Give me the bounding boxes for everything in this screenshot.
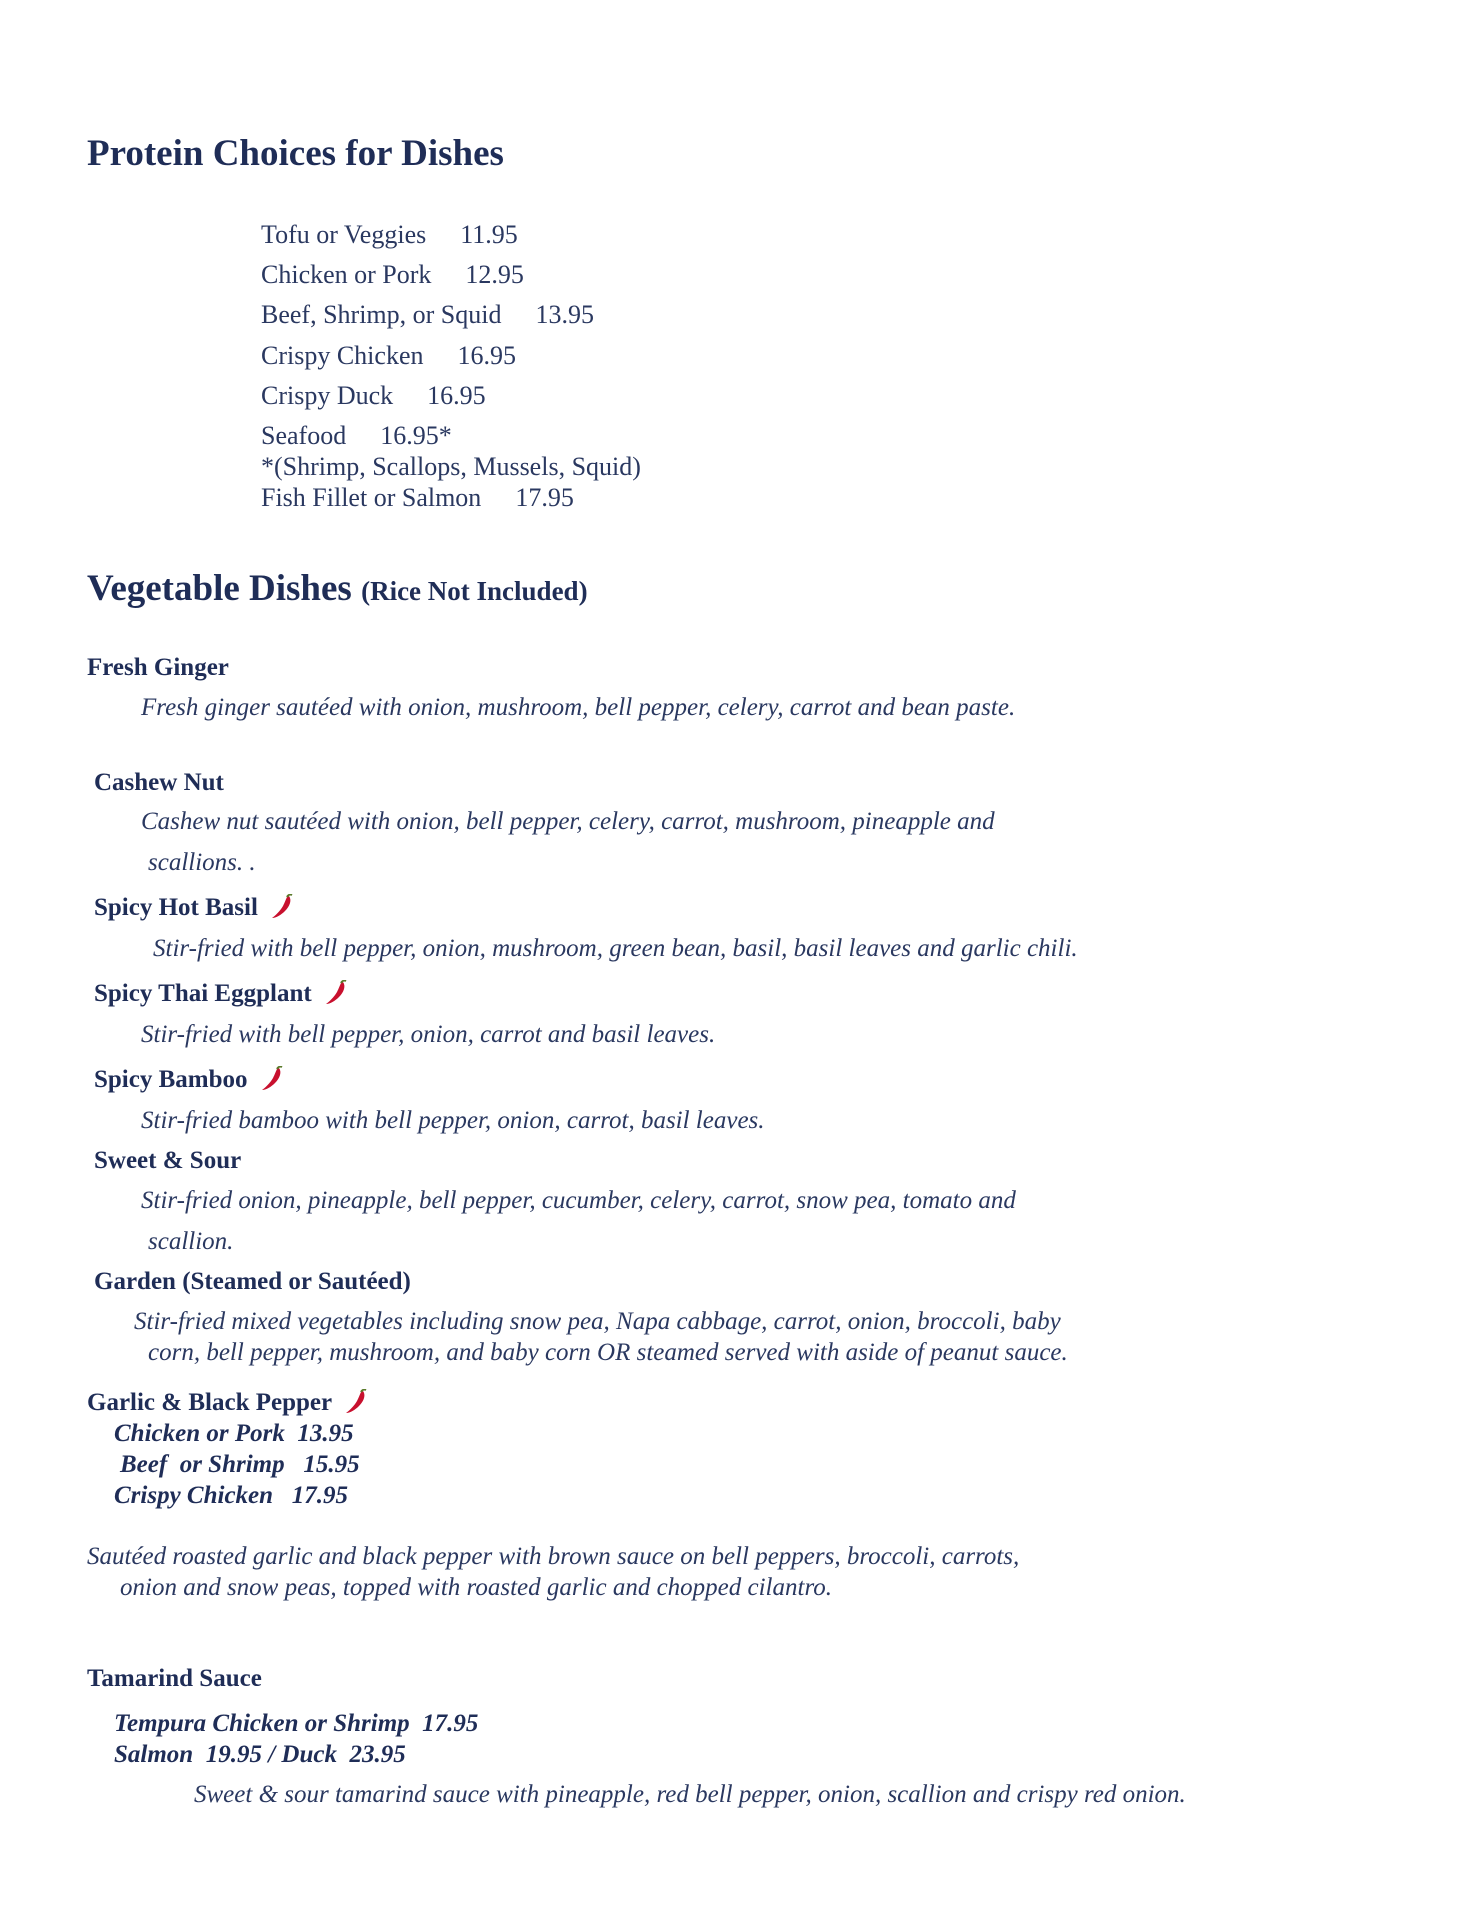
dish-description: Stir-fried mixed vegetables including snow pea, Napa cabbage, carrot, onion, broccoli, baby [134, 1308, 1061, 1335]
dish-description: onion and snow peas, topped with roasted garlic and chopped cilantro. [120, 1574, 832, 1601]
dish-title-row [87, 1389, 368, 1417]
protein-item [261, 300, 594, 330]
dish-title-row [94, 1066, 284, 1094]
chili-pepper-icon [260, 1066, 284, 1092]
protein-item [261, 220, 518, 250]
price-line: Salmon 19.95 / Duck 23.95 [114, 1741, 406, 1768]
dish-name: Spicy Bamboo [94, 1066, 248, 1093]
dish-name: Garden (Steamed or Sautéed) [94, 1268, 411, 1295]
protein-item [261, 341, 516, 371]
dish-description: Cashew nut sautéed with onion, bell pepper, celery, carrot, mushroom, pineapple and [141, 808, 995, 835]
seafood-note: *(Shrimp, Scallops, Mussels, Squid) [261, 452, 641, 481]
dish-title-row [94, 980, 348, 1008]
vegetable-section-title [87, 567, 588, 610]
dish-description: corn, bell pepper, mushroom, and baby corn OR steamed served with aside of peanut sauce. [148, 1339, 1068, 1366]
protein-name: Beef, Shrimp, or Squid [261, 300, 502, 329]
protein-item [261, 260, 524, 290]
protein-item [261, 381, 486, 411]
protein-name: Chicken or Pork [261, 260, 432, 289]
protein-price: 16.95* [380, 421, 452, 450]
vegetable-title: Vegetable Dishes [87, 568, 352, 609]
dish-description: Stir-fried with bell pepper, onion, carrot and basil leaves. [141, 1021, 716, 1048]
dish-description: Sautéed roasted garlic and black pepper with brown sauce on bell peppers, broccoli, carrots, [87, 1543, 1020, 1570]
protein-name: Crispy Duck [261, 381, 394, 410]
protein-price: 17.95 [515, 483, 574, 512]
protein-price: 16.95 [457, 341, 516, 370]
protein-price: 13.95 [535, 300, 594, 329]
protein-name: Fish Fillet or Salmon [261, 483, 482, 512]
dish-name: Spicy Hot Basil [94, 894, 258, 921]
dish-description: Stir-fried bamboo with bell pepper, onion, carrot, basil leaves. [141, 1107, 765, 1134]
price-line: Chicken or Pork 13.95 [114, 1420, 354, 1447]
protein-section-title: Protein Choices for Dishes [87, 133, 504, 174]
dish-name: Tamarind Sauce [87, 1665, 262, 1692]
dish-name: Garlic & Black Pepper [87, 1389, 333, 1416]
protein-price: 16.95 [427, 381, 486, 410]
protein-item [261, 421, 452, 451]
chili-pepper-icon [270, 894, 294, 920]
protein-price: 11.95 [460, 220, 518, 249]
vegetable-subtitle: (Rice Not Included) [361, 576, 588, 606]
protein-item [261, 483, 574, 513]
dish-description: Stir-fried with bell pepper, onion, mushroom, green bean, basil, basil leaves and garlic chili. [153, 935, 1078, 962]
dish-name: Fresh Ginger [87, 654, 229, 681]
dish-title-row [94, 894, 294, 922]
dish-description: Stir-fried onion, pineapple, bell pepper, cucumber, celery, carrot, snow pea, tomato and [141, 1187, 1016, 1214]
chili-pepper-icon [344, 1389, 368, 1415]
protein-name: Tofu or Veggies [261, 220, 427, 249]
dish-name: Cashew Nut [94, 769, 224, 796]
dish-description: Fresh ginger sautéed with onion, mushroom, bell pepper, celery, carrot and bean paste. [141, 694, 1016, 721]
dish-description: scallion. [148, 1228, 234, 1255]
price-line: Tempura Chicken or Shrimp 17.95 [114, 1710, 479, 1737]
dish-description: scallions. . [148, 849, 256, 876]
dish-name: Spicy Thai Eggplant [94, 980, 312, 1007]
chili-pepper-icon [324, 980, 348, 1006]
dish-name: Sweet & Sour [94, 1147, 242, 1174]
protein-name: Crispy Chicken [261, 341, 424, 370]
protein-name: Seafood [261, 421, 347, 450]
protein-price: 12.95 [465, 260, 524, 289]
price-line: Crispy Chicken 17.95 [114, 1482, 349, 1509]
dish-description: Sweet & sour tamarind sauce with pineapple, red bell pepper, onion, scallion and crispy red onion. [194, 1781, 1186, 1808]
price-line: Beef or Shrimp 15.95 [120, 1451, 360, 1478]
